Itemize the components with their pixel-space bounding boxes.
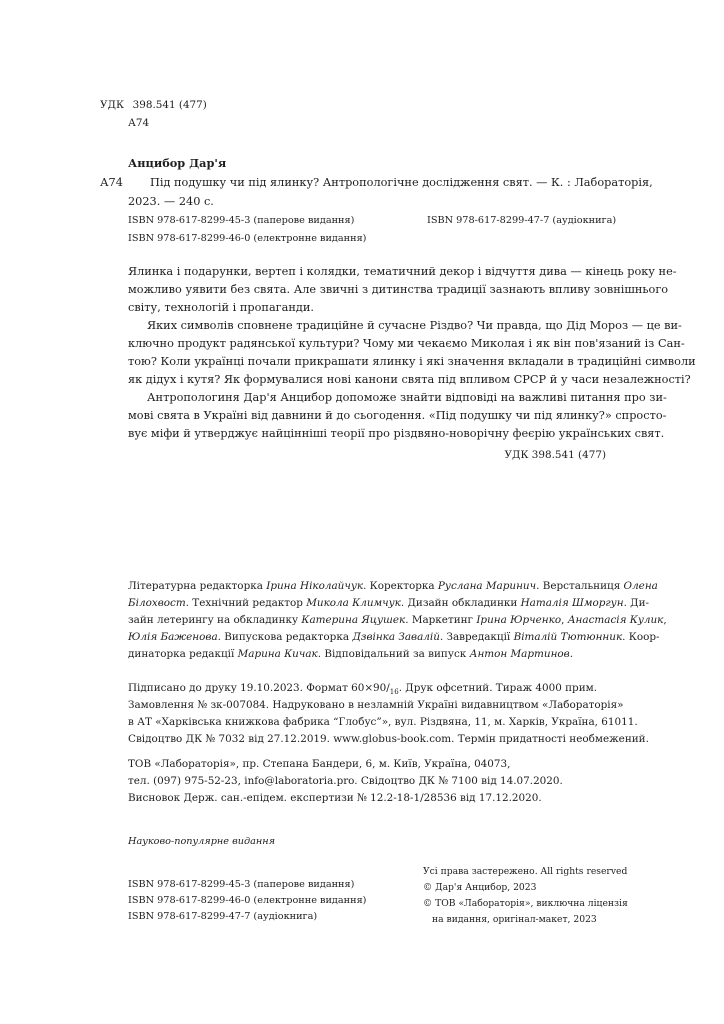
print-info-line: Свідоцтво ДК № 7032 від 27.12.2019. www.globus-book.com. Термін придатності необмежений.	[128, 733, 649, 745]
udk-label-text: УДК	[100, 99, 124, 111]
abstract-line: Яких символів сповнене традиційне й сучасне Різдво? Чи правда, що Дід Мороз — це ви-	[147, 319, 682, 332]
udk-label	[100, 99, 207, 111]
isbn-audio-bottom: ISBN 978-617-8299-47-7 (аудіокнига)	[128, 911, 318, 922]
publisher-info-line: тел. (097) 975-52-23, info@laboratoria.pro. Свідоцтво ДК № 7100 від 14.07.2020.	[128, 775, 563, 787]
udk-code: 398.541 (477)	[132, 99, 207, 111]
rights-line: © ТОВ «Лабораторія», виключна ліцензія	[423, 898, 628, 909]
abstract-line: тою? Коли українці почали прикрашати ялинку і які значення вкладали в традиційні символи	[128, 355, 696, 368]
abstract-line: ключно продукт радянської культури? Чому ми чекаємо Миколая і як він пов'язаний із Сан-	[128, 337, 685, 350]
author-name: Анцибор Дар'я	[128, 156, 227, 170]
edition-type: Науково-популярне видання	[128, 836, 276, 847]
abstract-line: Антропологиня Дар'я Анцибор допоможе знайти відповіді на важливі питання про зи-	[147, 391, 667, 404]
book-title-line-2: 2023. — 240 с.	[128, 195, 214, 208]
isbn-paper-bottom: ISBN 978-617-8299-45-3 (паперове видання)	[128, 879, 355, 890]
isbn-electronic-bottom: ISBN 978-617-8299-46-0 (електронне видання)	[128, 895, 367, 906]
book-title-line-1: Під подушку чи під ялинку? Антропологічне дослідження свят. — К. : Лабораторія,	[150, 176, 653, 189]
publisher-info-line: Висновок Держ. сан.-епідем. експертизи № 12.2-18-1/28536 від 17.12.2020.	[128, 792, 542, 804]
abstract-line: Ялинка і подарунки, вертеп і колядки, тематичний декор і відчуття дива — кінець року не-	[128, 265, 677, 278]
rights-line: на видання, оригінал-макет, 2023	[432, 914, 597, 925]
catalog-index: А74	[100, 176, 123, 189]
abstract-line: як дідух і кутя? Як формувалися нові канони свята під впливом СРСР й у часи незалежності?	[128, 373, 691, 386]
isbn-audio-top: ISBN 978-617-8299-47-7 (аудіокнига)	[427, 215, 617, 226]
print-info-line: в АТ «Харківська книжкова фабрика “Глобус”», вул. Різдвяна, 11, м. Харків, Україна, 61011.	[128, 716, 638, 728]
credits-line: Юлія Баженова. Випускова редакторка Дзвінка Завалій. Завредакції Віталій Тютюнник. Коор-	[128, 631, 660, 643]
udk-footer: УДК 398.541 (477)	[504, 449, 606, 461]
udk-index: А74	[128, 117, 150, 129]
print-info-line: Замовлення № зк-007084. Надруковано в незламній Україні видавництвом «Лабораторія»	[128, 699, 624, 711]
abstract-line: світу, технологій і пропаганди.	[128, 301, 314, 314]
abstract-line: вує міфи й утверджує найцінніші теорії про різдвяно-новорічну феєрію українських свят.	[128, 427, 665, 440]
credits-line: Літературна редакторка Ірина Ніколайчук. Коректорка Руслана Маринич. Верстальниця Олена	[128, 580, 658, 592]
publisher-info-line: ТОВ «Лабораторія», пр. Степана Бандери, 6, м. Київ, Україна, 04073,	[128, 758, 511, 770]
abstract-line: можливо уявити без свята. Але звичні з дитинства традиції зазнають впливу зовнішнього	[128, 283, 669, 296]
isbn-electronic-top: ISBN 978-617-8299-46-0 (електронне видання)	[128, 233, 367, 244]
credits-line: динаторка редакції Марина Кичак. Відповідальний за випуск Антон Мартинов.	[128, 648, 574, 660]
isbn-paper-top: ISBN 978-617-8299-45-3 (паперове видання)	[128, 215, 355, 226]
print-info-line: Підписано до друку 19.10.2023. Формат $60\times 90/_{16}$. Друк офсетний. Тираж 4000 прим.	[128, 682, 598, 697]
credits-line: зайн летерингу на обкладинку Катерина Яцушек. Маркетинг Ірина Юрченко, Анастасія Кулик,	[128, 614, 667, 626]
rights-line: © Дар'я Анцибор, 2023	[423, 882, 537, 893]
abstract-line: мові свята в Україні від давнини й до сьогодення. «Під подушку чи під ялинку?» спросто-	[128, 409, 667, 422]
rights-line: Усі права застережено. All rights reserved	[423, 866, 628, 877]
credits-line: Білохвост. Технічний редактор Микола Климчук. Дизайн обкладинки Наталія Шморгун. Ди-	[128, 597, 650, 609]
